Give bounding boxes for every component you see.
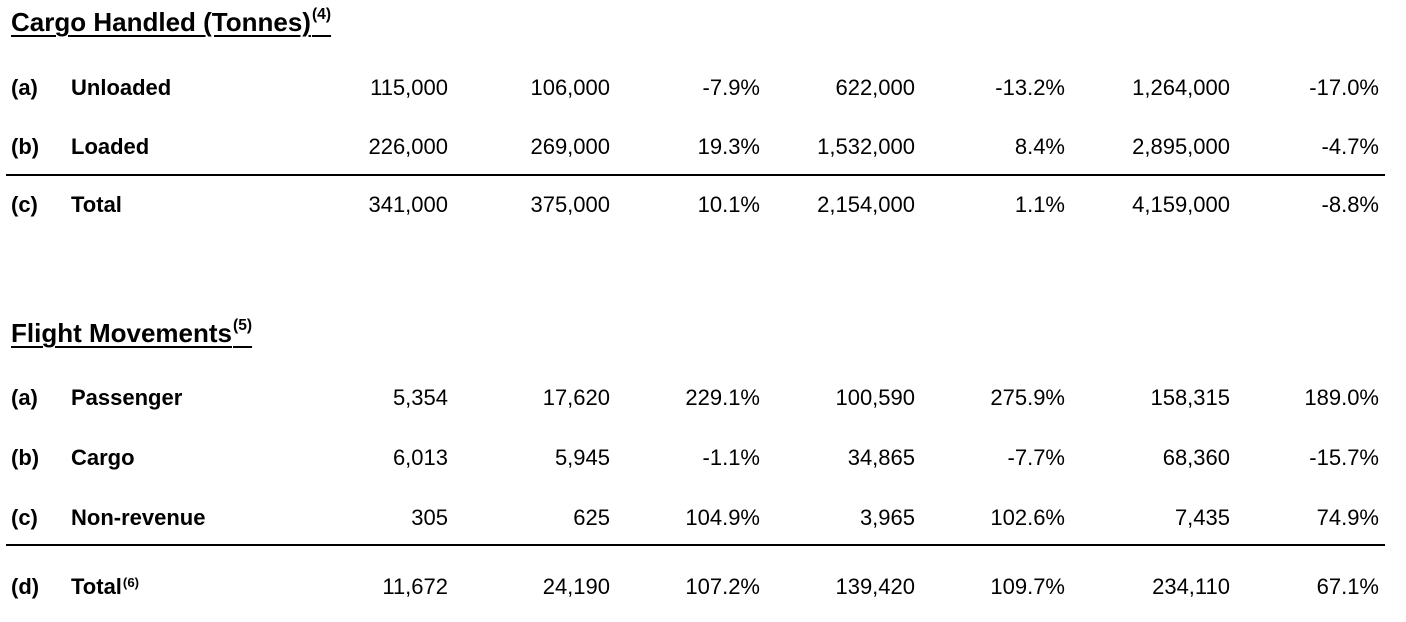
row-index: (d) xyxy=(11,574,40,599)
row-label: Non-revenue xyxy=(71,505,206,530)
table-cell: 34,865 xyxy=(847,445,915,470)
table-cell: 67.1% xyxy=(1316,574,1379,599)
table-cell: 234,110 xyxy=(1152,574,1230,599)
row-index: (b) xyxy=(11,445,40,470)
table-cell: 269,000 xyxy=(530,134,610,159)
table-cell: 275.9% xyxy=(990,385,1065,410)
row-label: Loaded xyxy=(71,134,150,159)
row-label: Passenger xyxy=(71,385,183,410)
table-cell: 100,590 xyxy=(835,385,915,410)
table-cell: -7.9% xyxy=(702,75,760,100)
table-cell: 375,000 xyxy=(530,192,610,217)
table-row-cargo-loaded xyxy=(0,132,1406,162)
table-cell: -17.0% xyxy=(1309,75,1379,100)
table-cell: 1,264,000 xyxy=(1132,75,1230,100)
flights-title-note: (5) xyxy=(233,317,253,335)
table-cell: 4,159,000 xyxy=(1132,192,1230,217)
table-cell: 189.0% xyxy=(1304,385,1379,410)
table-cell: 5,354 xyxy=(392,385,448,410)
table-cell: 622,000 xyxy=(835,75,915,100)
row-label-with-note xyxy=(71,572,139,605)
table-row-flights-total xyxy=(0,572,1406,602)
table-cell: 625 xyxy=(573,505,610,530)
table-cell: 74.9% xyxy=(1316,505,1379,530)
table-cell: -15.7% xyxy=(1309,445,1379,470)
cargo-title-text: Cargo Handled (Tonnes) xyxy=(11,7,311,37)
table-cell: 19.3% xyxy=(697,134,760,159)
table-row-flights-passenger xyxy=(0,383,1406,413)
table-cell: 8.4% xyxy=(1014,134,1065,159)
table-cell: -7.7% xyxy=(1007,445,1065,470)
table-cell: 10.1% xyxy=(697,192,760,217)
row-index: (a) xyxy=(11,75,38,100)
table-cell: 107.2% xyxy=(685,574,760,599)
flights-title-text: Flight Movements xyxy=(11,318,233,348)
table-cell: 341,000 xyxy=(368,192,448,217)
table-cell: 6,013 xyxy=(392,445,448,470)
cargo-section-title xyxy=(11,6,332,37)
table-cell: 109.7% xyxy=(990,574,1065,599)
table-cell: 7,435 xyxy=(1174,505,1230,530)
table-cell: -4.7% xyxy=(1321,134,1379,159)
row-index: (a) xyxy=(11,385,38,410)
flights-total-divider xyxy=(6,544,1385,546)
table-cell: 226,000 xyxy=(368,134,448,159)
table-cell: 115,000 xyxy=(370,75,448,100)
table-cell: 11,672 xyxy=(382,574,448,599)
row-index: (c) xyxy=(11,505,38,530)
table-row-flights-non-revenue xyxy=(0,503,1406,533)
table-cell: 104.9% xyxy=(685,505,760,530)
table-row-flights-cargo xyxy=(0,443,1406,473)
table-cell: 158,315 xyxy=(1150,385,1230,410)
cargo-total-divider xyxy=(6,174,1385,176)
row-label: Total xyxy=(71,574,122,599)
table-cell: 1.1% xyxy=(1014,192,1065,217)
table-cell: 102.6% xyxy=(990,505,1065,530)
table-cell: 17,620 xyxy=(542,385,610,410)
table-cell: 24,190 xyxy=(542,574,610,599)
table-cell: 1,532,000 xyxy=(817,134,915,159)
row-label-note: (6) xyxy=(122,574,140,590)
table-cell: 139,420 xyxy=(835,574,915,599)
table-cell: 2,895,000 xyxy=(1132,134,1230,159)
table-row-cargo-unloaded xyxy=(0,73,1406,103)
row-label: Cargo xyxy=(71,445,135,470)
table-cell: -1.1% xyxy=(702,445,760,470)
table-cell: -13.2% xyxy=(995,75,1065,100)
table-cell: 3,965 xyxy=(859,505,915,530)
table-cell: 305 xyxy=(411,505,448,530)
table-cell: 2,154,000 xyxy=(817,192,915,217)
row-index: (b) xyxy=(11,134,40,159)
table-cell: -8.8% xyxy=(1321,192,1379,217)
table-cell: 229.1% xyxy=(685,385,760,410)
table-cell: 68,360 xyxy=(1162,445,1230,470)
table-cell: 106,000 xyxy=(530,75,610,100)
cargo-title-note: (4) xyxy=(311,6,332,24)
row-label: Unloaded xyxy=(71,75,172,100)
table-row-cargo-total xyxy=(0,190,1406,220)
flights-section-title xyxy=(11,317,253,348)
row-index: (c) xyxy=(11,192,38,217)
table-cell: 5,945 xyxy=(554,445,610,470)
row-label: Total xyxy=(71,192,122,217)
